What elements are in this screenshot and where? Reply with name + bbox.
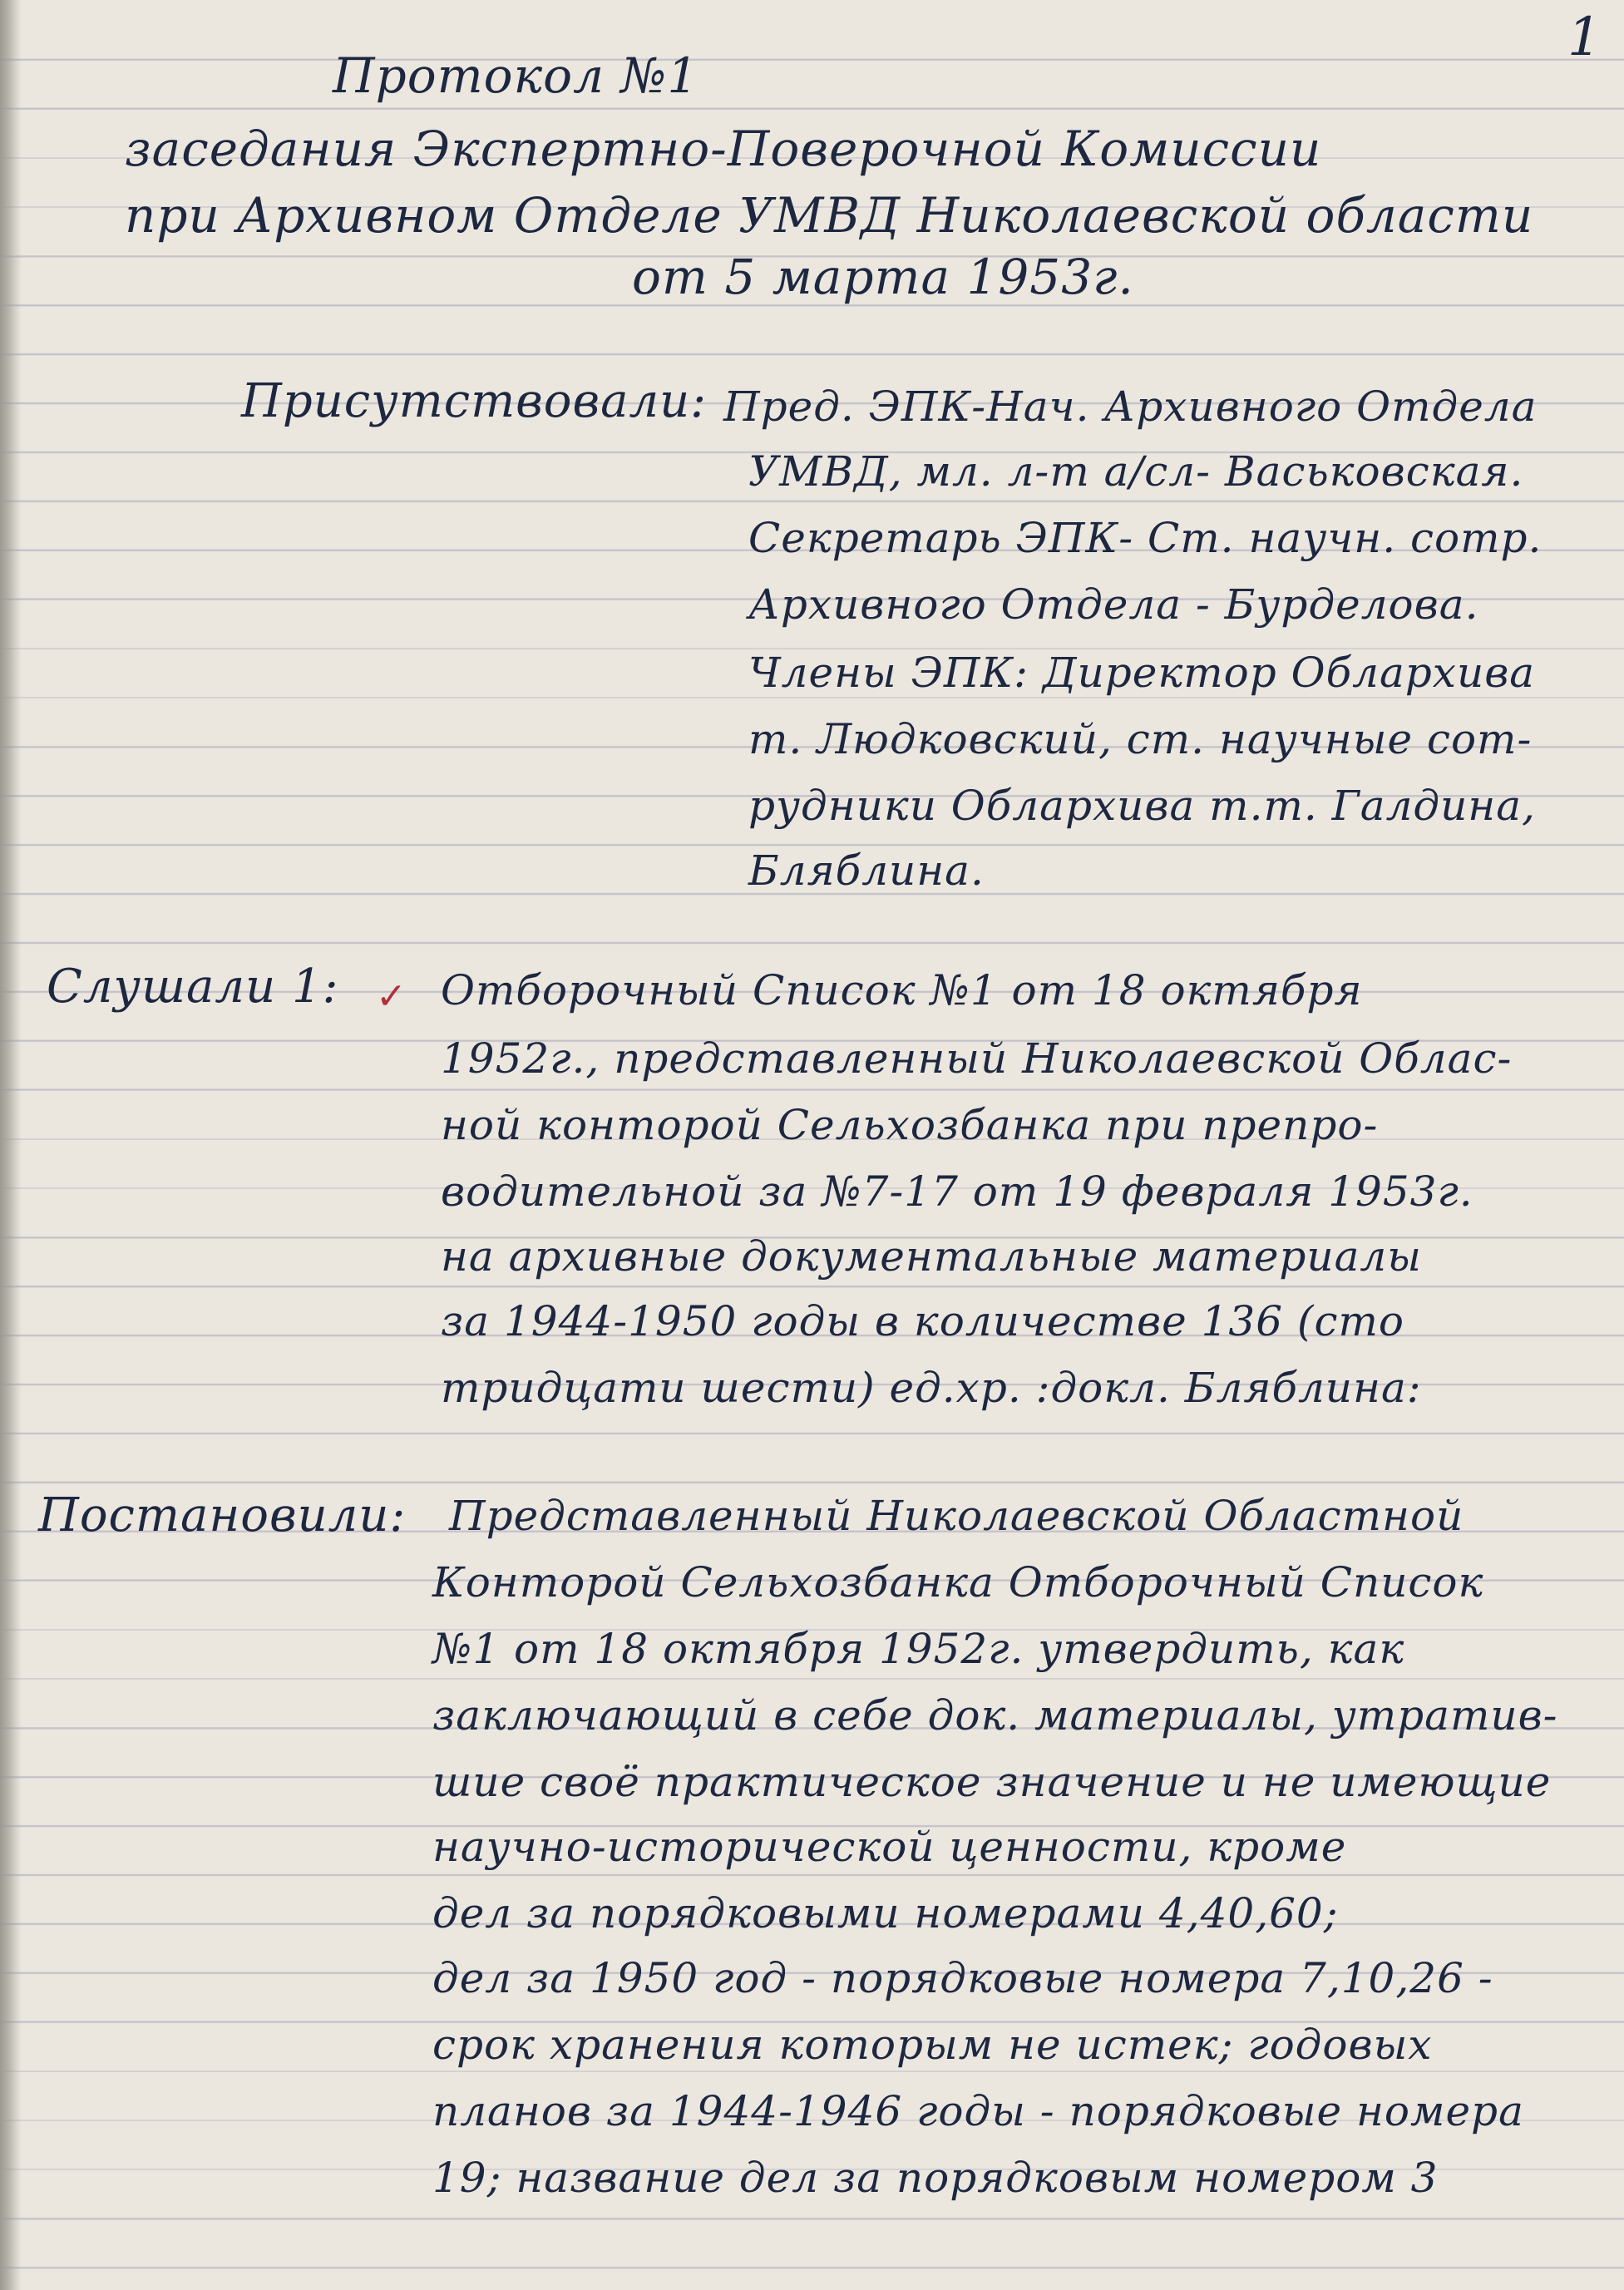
- present-line: Бляблина.: [748, 846, 985, 895]
- resolved-line: Конторой Сельхозбанка Отборочный Список: [432, 1558, 1484, 1606]
- resolved-line: научно-исторической ценности, кроме: [432, 1823, 1347, 1871]
- header-line-1: заседания Экспертно-Поверочной Комиссии: [125, 121, 1322, 177]
- resolved-line: срок хранения которым не истек; годовых: [432, 2021, 1433, 2069]
- resolved-line: №1 от 18 октября 1952г. утвердить, как: [432, 1625, 1405, 1673]
- resolved-line: заключающий в себе док. материалы, утратив-: [432, 1691, 1558, 1740]
- heard-line: ной конторой Сельхозбанка при препро-: [441, 1101, 1379, 1149]
- resolved-line: планов за 1944-1946 годы - порядковые номера: [432, 2087, 1524, 2135]
- header-date: от 5 марта 1953г.: [632, 249, 1134, 305]
- resolved-line: шие своё практическое значение и не имеющие: [432, 1758, 1552, 1806]
- heard-line: 1952г., представленный Николаевской Облас-: [441, 1034, 1513, 1083]
- present-line: Пред. ЭПК-Нач. Архивного Отдела: [723, 382, 1538, 431]
- present-line: Секретарь ЭПК- Ст. научн. сотр.: [748, 514, 1543, 562]
- present-line: Члены ЭПК: Директор Облархива: [748, 649, 1536, 697]
- present-line: рудники Облархива т.т. Галдина,: [748, 782, 1536, 830]
- heard-line: тридцати шести) ед.хр. :докл. Бляблина:: [441, 1364, 1422, 1412]
- resolved-line: Представленный Николаевской Областной: [449, 1492, 1464, 1540]
- present-line: т. Людковский, ст. научные сот-: [748, 715, 1533, 763]
- resolved-line: 19; название дел за порядковым номером 3: [432, 2154, 1439, 2202]
- header-line-2: при Архивном Отделе УМВД Николаевской области: [125, 187, 1534, 244]
- heard-line: водительной за №7-17 от 19 февраля 1953г.: [441, 1167, 1473, 1216]
- present-label: Присутствовали:: [241, 374, 708, 428]
- heard-line: на архивные документальные материалы: [441, 1232, 1422, 1281]
- checkmark-icon: ✓: [376, 975, 407, 1018]
- present-line: Архивного Отдела - Бурделова.: [748, 580, 1479, 629]
- page-number: 1: [1567, 7, 1602, 68]
- resolved-line: дел за 1950 год - порядковые номера 7,10,26 -: [432, 1954, 1493, 2002]
- heard-line: за 1944-1950 годы в количестве 136 (сто: [441, 1297, 1404, 1345]
- resolved-line: дел за порядковыми номерами 4,40,60;: [432, 1889, 1339, 1937]
- heard-line: Отборочный Список №1 от 18 октября: [441, 966, 1363, 1014]
- protocol-title: Протокол №1: [333, 47, 699, 104]
- page-edge-shadow: [0, 0, 22, 2290]
- resolved-label: Постановили:: [38, 1488, 407, 1542]
- heard-label: Слушали 1:: [47, 960, 339, 1014]
- present-line: УМВД, мл. л-т а/сл- Васьковская.: [748, 447, 1524, 496]
